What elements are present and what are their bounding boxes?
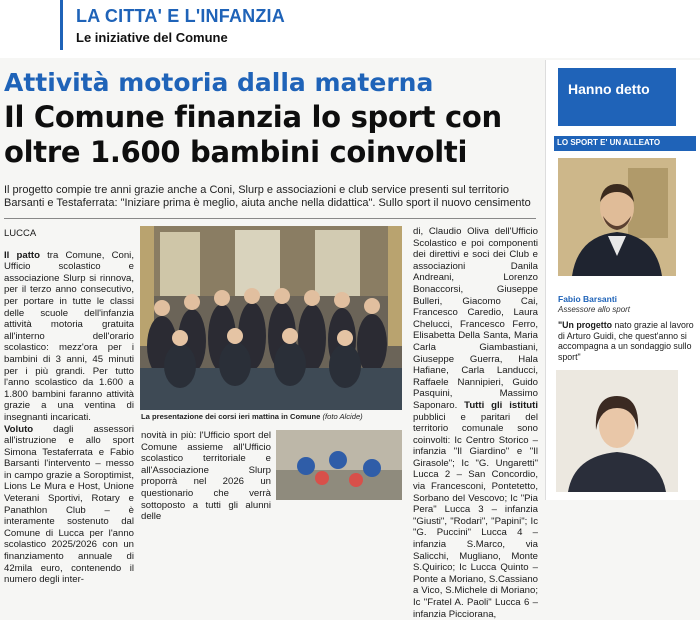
group-photo-illustration [140,226,402,410]
dateline: LUCCA [4,228,37,239]
lead-in: Voluto [4,423,34,435]
portrait-second-speaker [556,370,678,492]
section-rule [60,0,63,50]
section-header [0,0,700,58]
article-column-3 [413,226,538,620]
section-title: LA CITTA' E L'INFANZIA [76,6,285,26]
hanno-detto-box [558,68,676,126]
quote-lead: "Un progetto [558,320,613,330]
paragraph: dagli assessori all'istruzione e allo sport Simona Testaferrata e Fabio Barsanti l'intervento – messo in campo grazie a Soroptimist, Lions Le Mura e Host, Unione Veterani Sportivi, Rotary e Panathlon Club – è interamente sostenuto dal Comune di Lucca per l'anno scolastico 2025/2026 con un finanziamento annuale di 42mila euro, contenendo il numero degli inter- [4,423,134,586]
quote-tag: LO SPORT E' UN ALLEATO [557,138,661,147]
paragraph: di, Claudio Oliva dell'Ufficio Scolastico e poi componenti dei direttivi e soci dei Club e associazioni Danila Andreani, Lorenzo Bonaccorsi, Giuseppe Bulleri, Giacomo Cai, Francesco Caredio, Laura Chelucci, Francesco Ferro, Elisabetta Della Santa, Maria Carla Giambastiani, Giuseppe Guerra, Hala Hafiane, Carla Landucci, Raffaele Nannipieri, Guido Pasquini, Massimo Saponaro. [413,226,538,411]
photo-caption [141,412,403,421]
divider [4,218,536,219]
portrait-illustration [558,158,676,276]
quote-tag-bar [554,136,696,151]
quotes-sidebar [545,60,700,500]
speaker-quote [558,320,696,362]
speaker-name: Fabio Barsanti [558,294,618,304]
quote-text: nato grazie al lavoro di Arturo Guidi, che quest'anno si accompagna a un sondaggio sullo sport" [558,320,694,362]
article-standfirst: Il progetto compie tre anni grazie anche a Coni, Slurp e associazioni e club service presenti sul territorio Barsanti e Testaferrata: "Iniziare prima è meglio, aiuta anche nella didattica". Sullo sport il nuovo censimento [4,184,531,209]
secondary-photo-illustration [276,430,402,500]
lead-in: Tutti gli istituti [464,399,538,411]
article-column-2: novità in più: l'Ufficio sport del Comune assieme all'Ufficio scolastico territoriale e all'Associazione Slurp proporrà nel 2026 un questionario che verrà sottoposto a tutti gli alunni delle [141,430,271,523]
portrait-barsanti [558,158,676,276]
article-kicker: Attività motoria dalla materna [4,68,434,97]
photo-credit: (foto Alcide) [322,412,363,421]
paragraph: tra Comune, Coni, Ufficio scolastico e associazione Slurp si rinnova, per il terzo anno consecutivo, per portare in tutte le classi delle scuole dell'infanzia attività motoria gratuita all'interno dell'orario scolastico: mezz'ora per i bambini di 3 anni, 45 minuti per i più grandi. Per tutto l'anno scolastico da 1.600 a 1.800 bambini faranno attività grazie a una ventina di insegnanti incaricati. [4,249,134,423]
group-photo [140,226,402,410]
caption-text: La presentazione dei corsi ieri mattina in Comune [141,412,321,421]
speaker-role: Assessore allo sport [558,305,631,314]
section-subtitle: Le iniziative del Comune [76,30,228,45]
hanno-detto-label: Hanno detto [568,81,650,97]
article-column-1 [4,228,134,586]
article-headline: Il Comune finanzia lo sport con oltre 1.600 bambini coinvolti [4,100,502,169]
lead-in: Il patto [4,249,40,261]
portrait-illustration [556,370,678,492]
paragraph: pubblici e paritari del territorio comunale sono coinvolti: Ic Centro Storico – infanzia "Il Giardino" e "Il Girasole"; Ic "G. Ungaretti" Lucca 2 – San Concordio, via Francesconi, Pontetetto, Sorbano del Vescovo; Ic "Pia Pera" Lucca 3 – infanzia "Giusti", "Rodari", "Papini"; Ic "G. Puccini" Lucca 4 – infanzia S.Marco, via Salicchi, Mugliano, Monte S.Quirico; Ic Lucca Quinto – Ponte a Moriano, S.Cassiano a Vico, S.Michele di Moriano; Ic "Fratel A. Paoli" Lucca 6 – infanzia Picciorana, [413,411,538,620]
secondary-photo [276,430,402,500]
